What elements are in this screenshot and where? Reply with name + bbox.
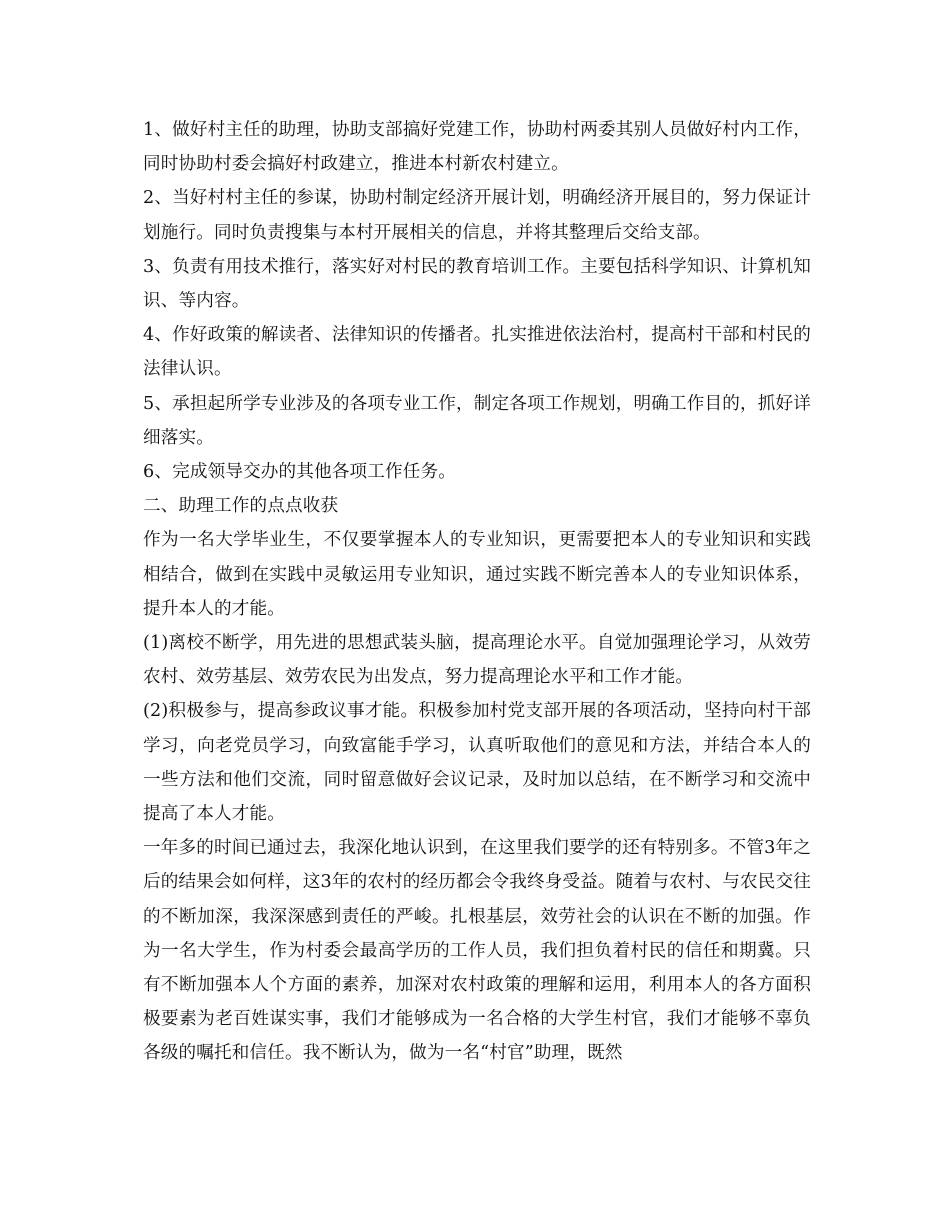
body-paragraph: 作为一名大学毕业生，不仅要掌握本人的专业知识，更需要把本人的专业知识和实践相结合，做到在实践中灵敏运用专业知识，通过实践不断完善本人的专业知识体系，提升本人的才能。 [143,530,811,619]
duty-item-5: 5、承担起所学专业涉及的各项专业工作，制定各项工作规划，明确工作目的，抓好详细落实。 [143,393,811,448]
duty-item-4: 4、作好政策的解读者、法律知识的传播者。扎实推进依法治村，提高村干部和村民的法律认识。 [143,325,811,380]
gain-item-2: (2)积极参与，提高参政议事才能。积极参加村党支部开展的各项活动，坚持向村干部学习，向老党员学习，向致富能手学习，认真听取他们的意见和方法，并结合本人的一些方法和他们交流，同时留意做好会议记录，及时加以总结，在不断学习和交流中提高了本人才能。 [143,701,811,825]
duty-item-1: 1、做好村主任的助理，协助支部搞好党建工作，协助村两委其别人员做好村内工作，同时协助村委会搞好村政建立，推进本村新农村建立。 [143,120,811,175]
duty-item-2: 2、当好村村主任的参谋，协助村制定经济开展计划，明确经济开展目的，努力保证计划施行。同时负责搜集与本村开展相关的信息，并将其整理后交给支部。 [143,188,811,243]
document-body [143,113,811,1071]
closing-paragraph: 一年多的时间已通过去，我深化地认识到，在这里我们要学的还有特别多。不管3年之后的结果会如何样，这3年的农村的经历都会令我终身受益。随着与农村、与农民交往的不断加深，我深深感到责任的严峻。扎根基层，效劳社会的认识在不断的加强。作为一名大学生，作为村委会最高学历的工作人员，我们担负着村民的信任和期冀。只有不断加强本人个方面的素养，加深对农村政策的理解和运用，利用本人的各方面积极要素为老百姓谋实事，我们才能够成为一名合格的大学生村官，我们才能够不辜负各级的嘱托和信任。我不断认为，做为一名“村官”助理，既然 [143,838,811,1064]
gain-item-1: (1)离校不断学，用先进的思想武装头脑，提高理论水平。自觉加强理论学习，从效劳农村、效劳基层、效劳农民为出发点，努力提高理论水平和工作才能。 [143,633,811,688]
duty-item-6: 6、完成领导交办的其他各项工作任务。 [143,462,456,483]
section-heading: 二、助理工作的点点收获 [143,496,339,517]
duty-item-3: 3、负责有用技术推行，落实好对村民的教育培训工作。主要包括科学知识、计算机知识、等内容。 [143,256,811,312]
